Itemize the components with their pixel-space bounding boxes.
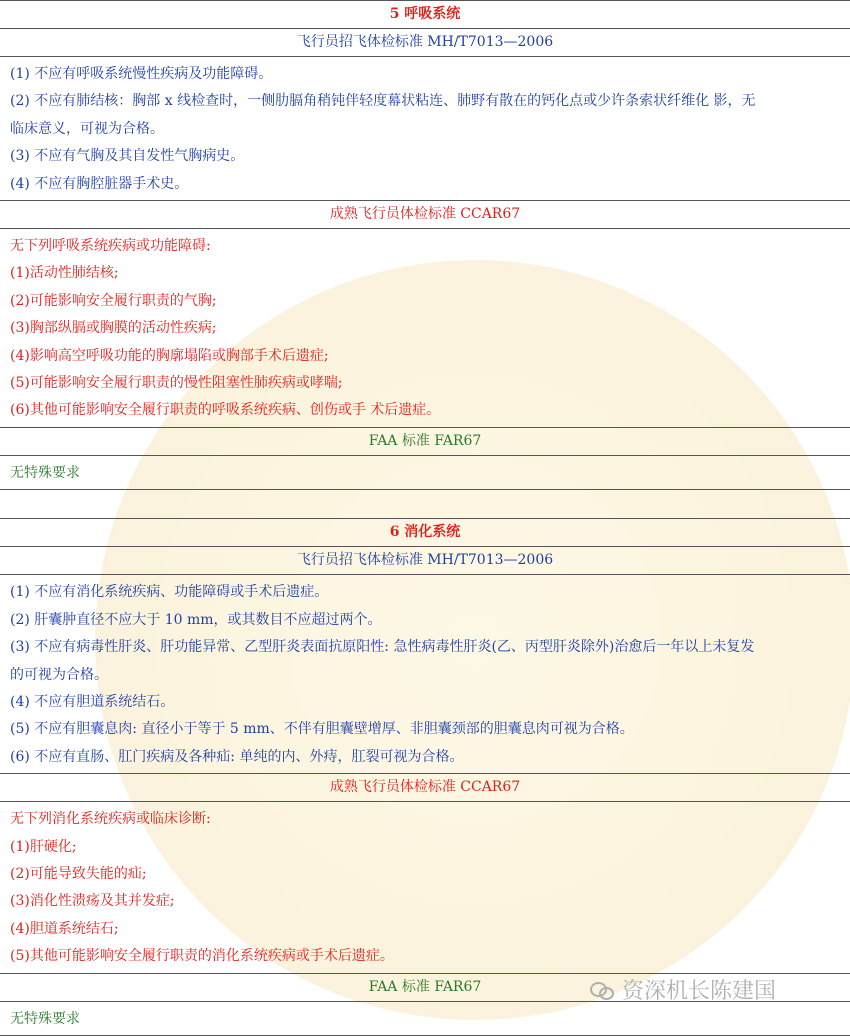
standard-line: (4)胆道系统结石; [10, 920, 119, 937]
brand-watermark [590, 974, 776, 1005]
standard-line: (1) 不应有消化系统疾病、功能障碍或手术后遗症。 [10, 584, 329, 601]
standard-line: (3)胸部纵膈或胸膜的活动性疾病; [10, 320, 217, 337]
standard-line: (2)可能影响安全履行职责的气胸; [10, 292, 217, 309]
standard-header: FAA 标准 FAR67 [0, 974, 850, 1002]
standard-line: (2) 不应有肺结核：胸部 x 线检查时，一侧肋膈角稍钝伴轻度幕状粘连、肺野有散在的钙化点或少许条索状纤维化 影，无 [10, 93, 756, 110]
wechat-icon [590, 980, 616, 1000]
standard-line: (1) 不应有呼吸系统慢性疾病及功能障碍。 [10, 66, 273, 82]
standard-line: (5)可能影响安全履行职责的慢性阻塞性肺疾病或哮喘; [10, 375, 343, 392]
standard-line: 无特殊要求 [10, 1010, 80, 1027]
standard-content [0, 57, 850, 201]
standard-line: (4)影响高空呼吸功能的胸廓塌陷或胸部手术后遗症; [10, 347, 329, 364]
standard-header: 成熟飞行员体检标准 CCAR67 [0, 201, 850, 229]
standard-content [0, 229, 850, 428]
section [0, 518, 850, 1036]
standard-header: FAA 标准 FAR67 [0, 428, 850, 456]
standard-line: (5) 不应有胆囊息肉: 直径小于等于 5 mm、不伴有胆囊壁增厚、非胆囊颈部的胆囊息肉可视为合格。 [10, 721, 634, 738]
standard-line: 临床意义，可视为合格。 [10, 120, 164, 137]
standard-line: (2) 肝囊肿直径不应大于 10 mm，或其数目不应超过两个。 [10, 611, 382, 628]
standard-line: (3) 不应有气胸及其自发性气胸病史。 [10, 148, 245, 165]
standard-line: (1)活动性肺结核; [10, 265, 119, 282]
section-title: 6 消化系统 [0, 518, 850, 547]
standard-header: 飞行员招飞体检标准 MH/T7013—2006 [0, 547, 850, 575]
section-title: 5 呼吸系统 [0, 0, 850, 29]
standard-line: 无下列呼吸系统疾病或功能障碍: [10, 238, 211, 255]
standard-line: (6) 不应有直肠、肛门疾病及各种疝: 单纯的内、外痔，肛裂可视为合格。 [10, 748, 464, 765]
standard-header: 飞行员招飞体检标准 MH/T7013—2006 [0, 29, 850, 57]
standard-line: 无特殊要求 [10, 464, 80, 481]
standard-content [0, 456, 850, 490]
standard-line: 无下列消化系统疾病或临床诊断: [10, 811, 211, 828]
standard-content [0, 1002, 850, 1036]
standard-line: (1)肝硬化; [10, 838, 77, 855]
standard-content [0, 802, 850, 973]
standard-line: (5)其他可能影响安全履行职责的消化系统疾病或手术后遗症。 [10, 948, 394, 965]
section [0, 0, 850, 490]
brand-text: 资深机长陈建国 [622, 979, 777, 1004]
standard-content [0, 575, 850, 774]
standard-line: (6)其他可能影响安全履行职责的呼吸系统疾病、创伤或手 术后遗症。 [10, 402, 441, 419]
standard-line: (4) 不应有胆道系统结石。 [10, 693, 175, 710]
standard-line: 的可视为合格。 [10, 666, 108, 683]
standard-line: (4) 不应有胸腔脏器手术史。 [10, 175, 189, 192]
standard-line: (3)消化性溃疡及其并发症; [10, 893, 175, 910]
standard-header: 成熟飞行员体检标准 CCAR67 [0, 774, 850, 802]
standard-line: (2)可能导致失能的疝; [10, 865, 147, 882]
standard-line: (3) 不应有病毒性肝炎、肝功能异常、乙型肝炎表面抗原阳性: 急性病毒性肝炎(乙、丙型肝炎除外)治愈后一年以上未复发 [10, 639, 755, 656]
